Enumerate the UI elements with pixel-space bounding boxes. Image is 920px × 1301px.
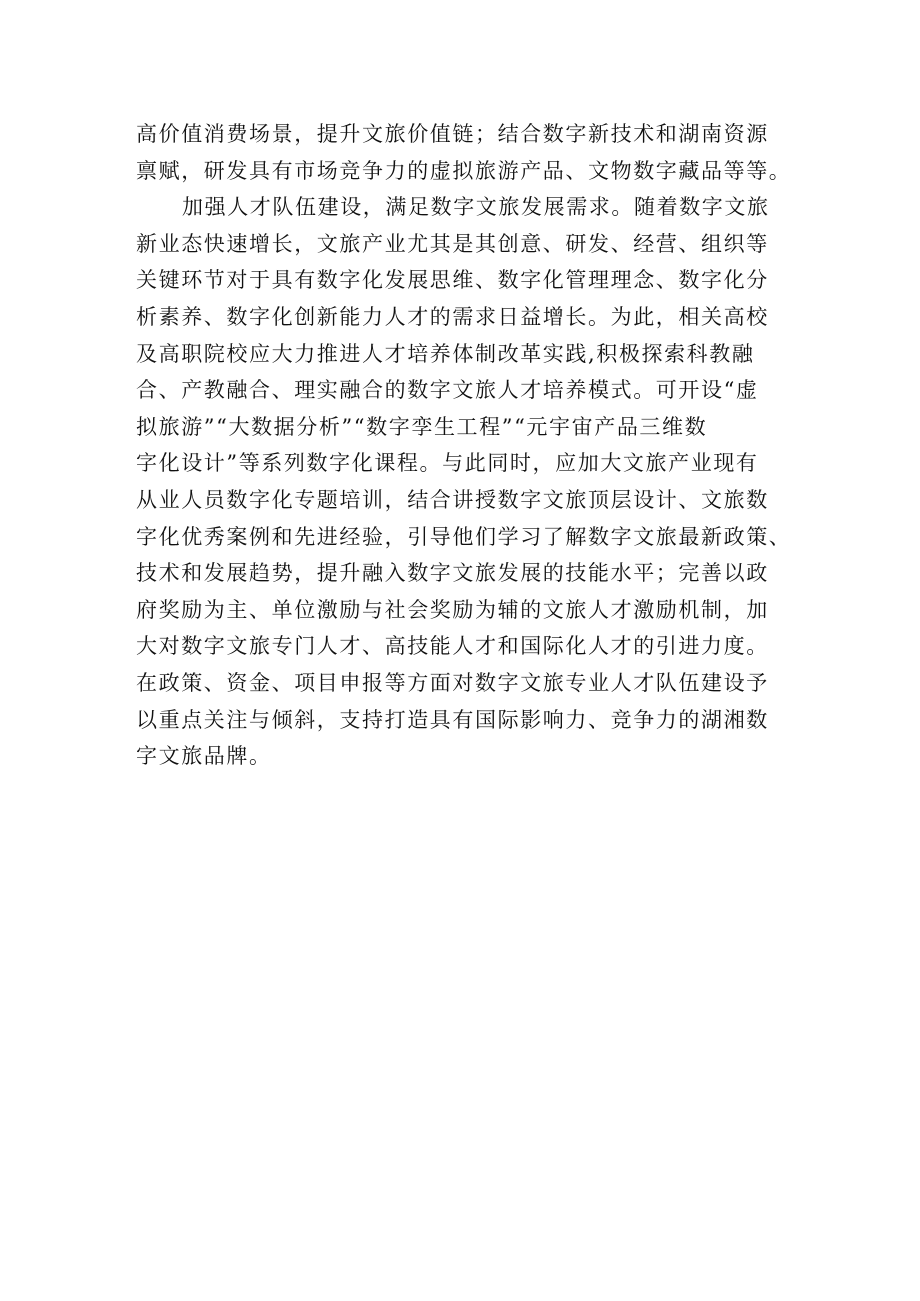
text-line: 新业态快速增长，文旅产业尤其是其创意、研发、经营、组织等	[136, 231, 769, 256]
text-line: 拟旅游”“大数据分析”“数字孪生工程”“元宇宙产品三维数	[136, 414, 708, 439]
text-line: 在政策、资金、项目申报等方面对数字文旅专业人才队伍建设予	[136, 670, 769, 695]
text-line: 关键环节对于具有数字化发展思维、数字化管理理念、数字化分	[136, 268, 769, 293]
body-text	[136, 116, 796, 775]
paragraph-1	[136, 116, 796, 189]
text-line: 及高职院校应大力推进人才培养体制改革实践,积极探索科教融	[136, 341, 755, 366]
text-line: 大对数字文旅专门人才、高技能人才和国际化人才的引进力度。	[136, 634, 769, 659]
text-line: 府奖励为主、单位激励与社会奖励为辅的文旅人才激励机制，加	[136, 597, 769, 622]
text-line: 合、产教融合、理实融合的数字文旅人才培养模式。可开设“虚	[136, 378, 759, 403]
paragraph-2	[136, 189, 796, 775]
text-line: 加强人才队伍建设，满足数字文旅发展需求。随着数字文旅	[182, 195, 770, 220]
text-line: 字文旅品牌。	[136, 744, 272, 769]
text-line: 技术和发展趋势，提升融入数字文旅发展的技能水平；完善以政	[136, 561, 769, 586]
text-line: 字化设计”等系列数字化课程。与此同时，应加大文旅产业现有	[136, 451, 759, 476]
text-line: 以重点关注与倾斜，支持打造具有国际影响力、竞争力的湖湘数	[136, 707, 769, 732]
text-line: 从业人员数字化专题培训，结合讲授数字文旅顶层设计、文旅数	[136, 487, 769, 512]
text-line: 高价值消费场景，提升文旅价值链；结合数字新技术和湖南资源	[136, 122, 769, 146]
text-line: 析素养、数字化创新能力人才的需求日益增长。为此，相关高校	[136, 304, 769, 329]
text-line: 禀赋，研发具有市场竞争力的虚拟旅游产品、文物数字藏品等等。	[136, 158, 792, 183]
text-line: 字化优秀案例和先进经验，引导他们学习了解数字文旅最新政策、	[136, 524, 792, 549]
